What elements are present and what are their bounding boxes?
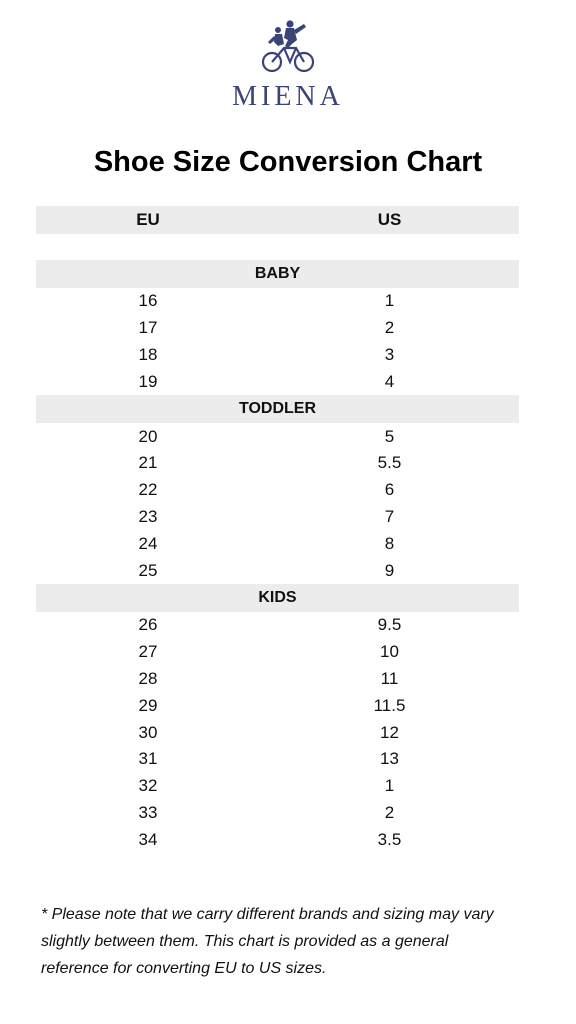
- note-line: reference for converting EU to US sizes.: [41, 960, 327, 977]
- table-header-row: [36, 206, 519, 234]
- us-size: 1: [384, 776, 395, 796]
- table-row: [36, 477, 519, 504]
- table-row: [36, 288, 519, 315]
- eu-size: 21: [138, 453, 158, 473]
- table-row: [36, 557, 519, 584]
- eu-size: 33: [138, 802, 158, 822]
- us-size: 12: [380, 722, 399, 742]
- table-row: [36, 826, 519, 853]
- eu-size: 17: [138, 318, 158, 338]
- eu-size: 34: [138, 829, 158, 849]
- eu-size: 29: [138, 695, 158, 715]
- us-size: 4: [384, 371, 395, 391]
- us-size: 1: [384, 291, 395, 311]
- us-size: 2: [384, 802, 395, 822]
- table-row: [36, 719, 519, 746]
- us-size: 2: [384, 318, 395, 338]
- eu-size: 26: [138, 615, 158, 635]
- us-size: 8: [384, 533, 395, 553]
- us-size: 9: [384, 560, 395, 580]
- table-row: [36, 800, 519, 827]
- eu-size: 23: [138, 506, 158, 526]
- eu-size: 18: [138, 344, 158, 364]
- table-row: [36, 773, 519, 800]
- us-size: 9.5: [377, 615, 402, 635]
- table-row: [36, 530, 519, 557]
- table-row: [36, 612, 519, 639]
- column-header-eu: EU: [136, 210, 160, 229]
- eu-size: 22: [138, 480, 158, 500]
- section-toddler: TODDLER: [36, 395, 519, 423]
- header-spacer: [36, 234, 519, 260]
- eu-size: 30: [138, 722, 158, 742]
- eu-size: 25: [138, 560, 158, 580]
- table-row: [36, 746, 519, 773]
- table-row: [36, 692, 519, 719]
- us-size: 3: [384, 344, 395, 364]
- eu-size: 28: [138, 668, 158, 688]
- section-baby: BABY: [36, 260, 519, 288]
- us-size: 10: [380, 642, 399, 662]
- eu-size: 19: [138, 371, 158, 391]
- us-size: 11.5: [373, 695, 406, 715]
- us-size: 6: [384, 480, 395, 500]
- section-kids: KIDS: [36, 584, 519, 612]
- eu-size: 27: [138, 642, 158, 662]
- us-size: 3.5: [377, 829, 402, 849]
- us-size: 5: [384, 426, 395, 446]
- us-size: 11: [380, 668, 399, 688]
- table-row: [36, 342, 519, 369]
- size-chart-table: [36, 206, 519, 853]
- table-row: [36, 423, 519, 450]
- table-row: [36, 639, 519, 666]
- eu-size: 16: [138, 291, 158, 311]
- us-size: 5.5: [377, 453, 402, 473]
- eu-size: 32: [138, 776, 158, 796]
- brand-logo: [0, 18, 576, 112]
- table-row: [36, 450, 519, 477]
- table-row: [36, 368, 519, 395]
- table-row: [36, 315, 519, 342]
- eu-size: 31: [138, 749, 158, 769]
- brand-name: MIENA: [232, 81, 344, 112]
- disclaimer-note: [41, 901, 521, 982]
- table-row: [36, 504, 519, 531]
- eu-size: 24: [138, 533, 158, 553]
- cyclist-icon: [260, 18, 316, 76]
- page-title: Shoe Size Conversion Chart: [93, 146, 483, 178]
- note-line: * Please note that we carry different brands and sizing may vary: [41, 906, 494, 923]
- note-line: slightly between them. This chart is provided as a general: [41, 933, 449, 950]
- us-size: 13: [380, 749, 399, 769]
- column-header-us: US: [377, 210, 402, 229]
- eu-size: 20: [138, 426, 158, 446]
- us-size: 7: [384, 506, 395, 526]
- table-row: [36, 666, 519, 693]
